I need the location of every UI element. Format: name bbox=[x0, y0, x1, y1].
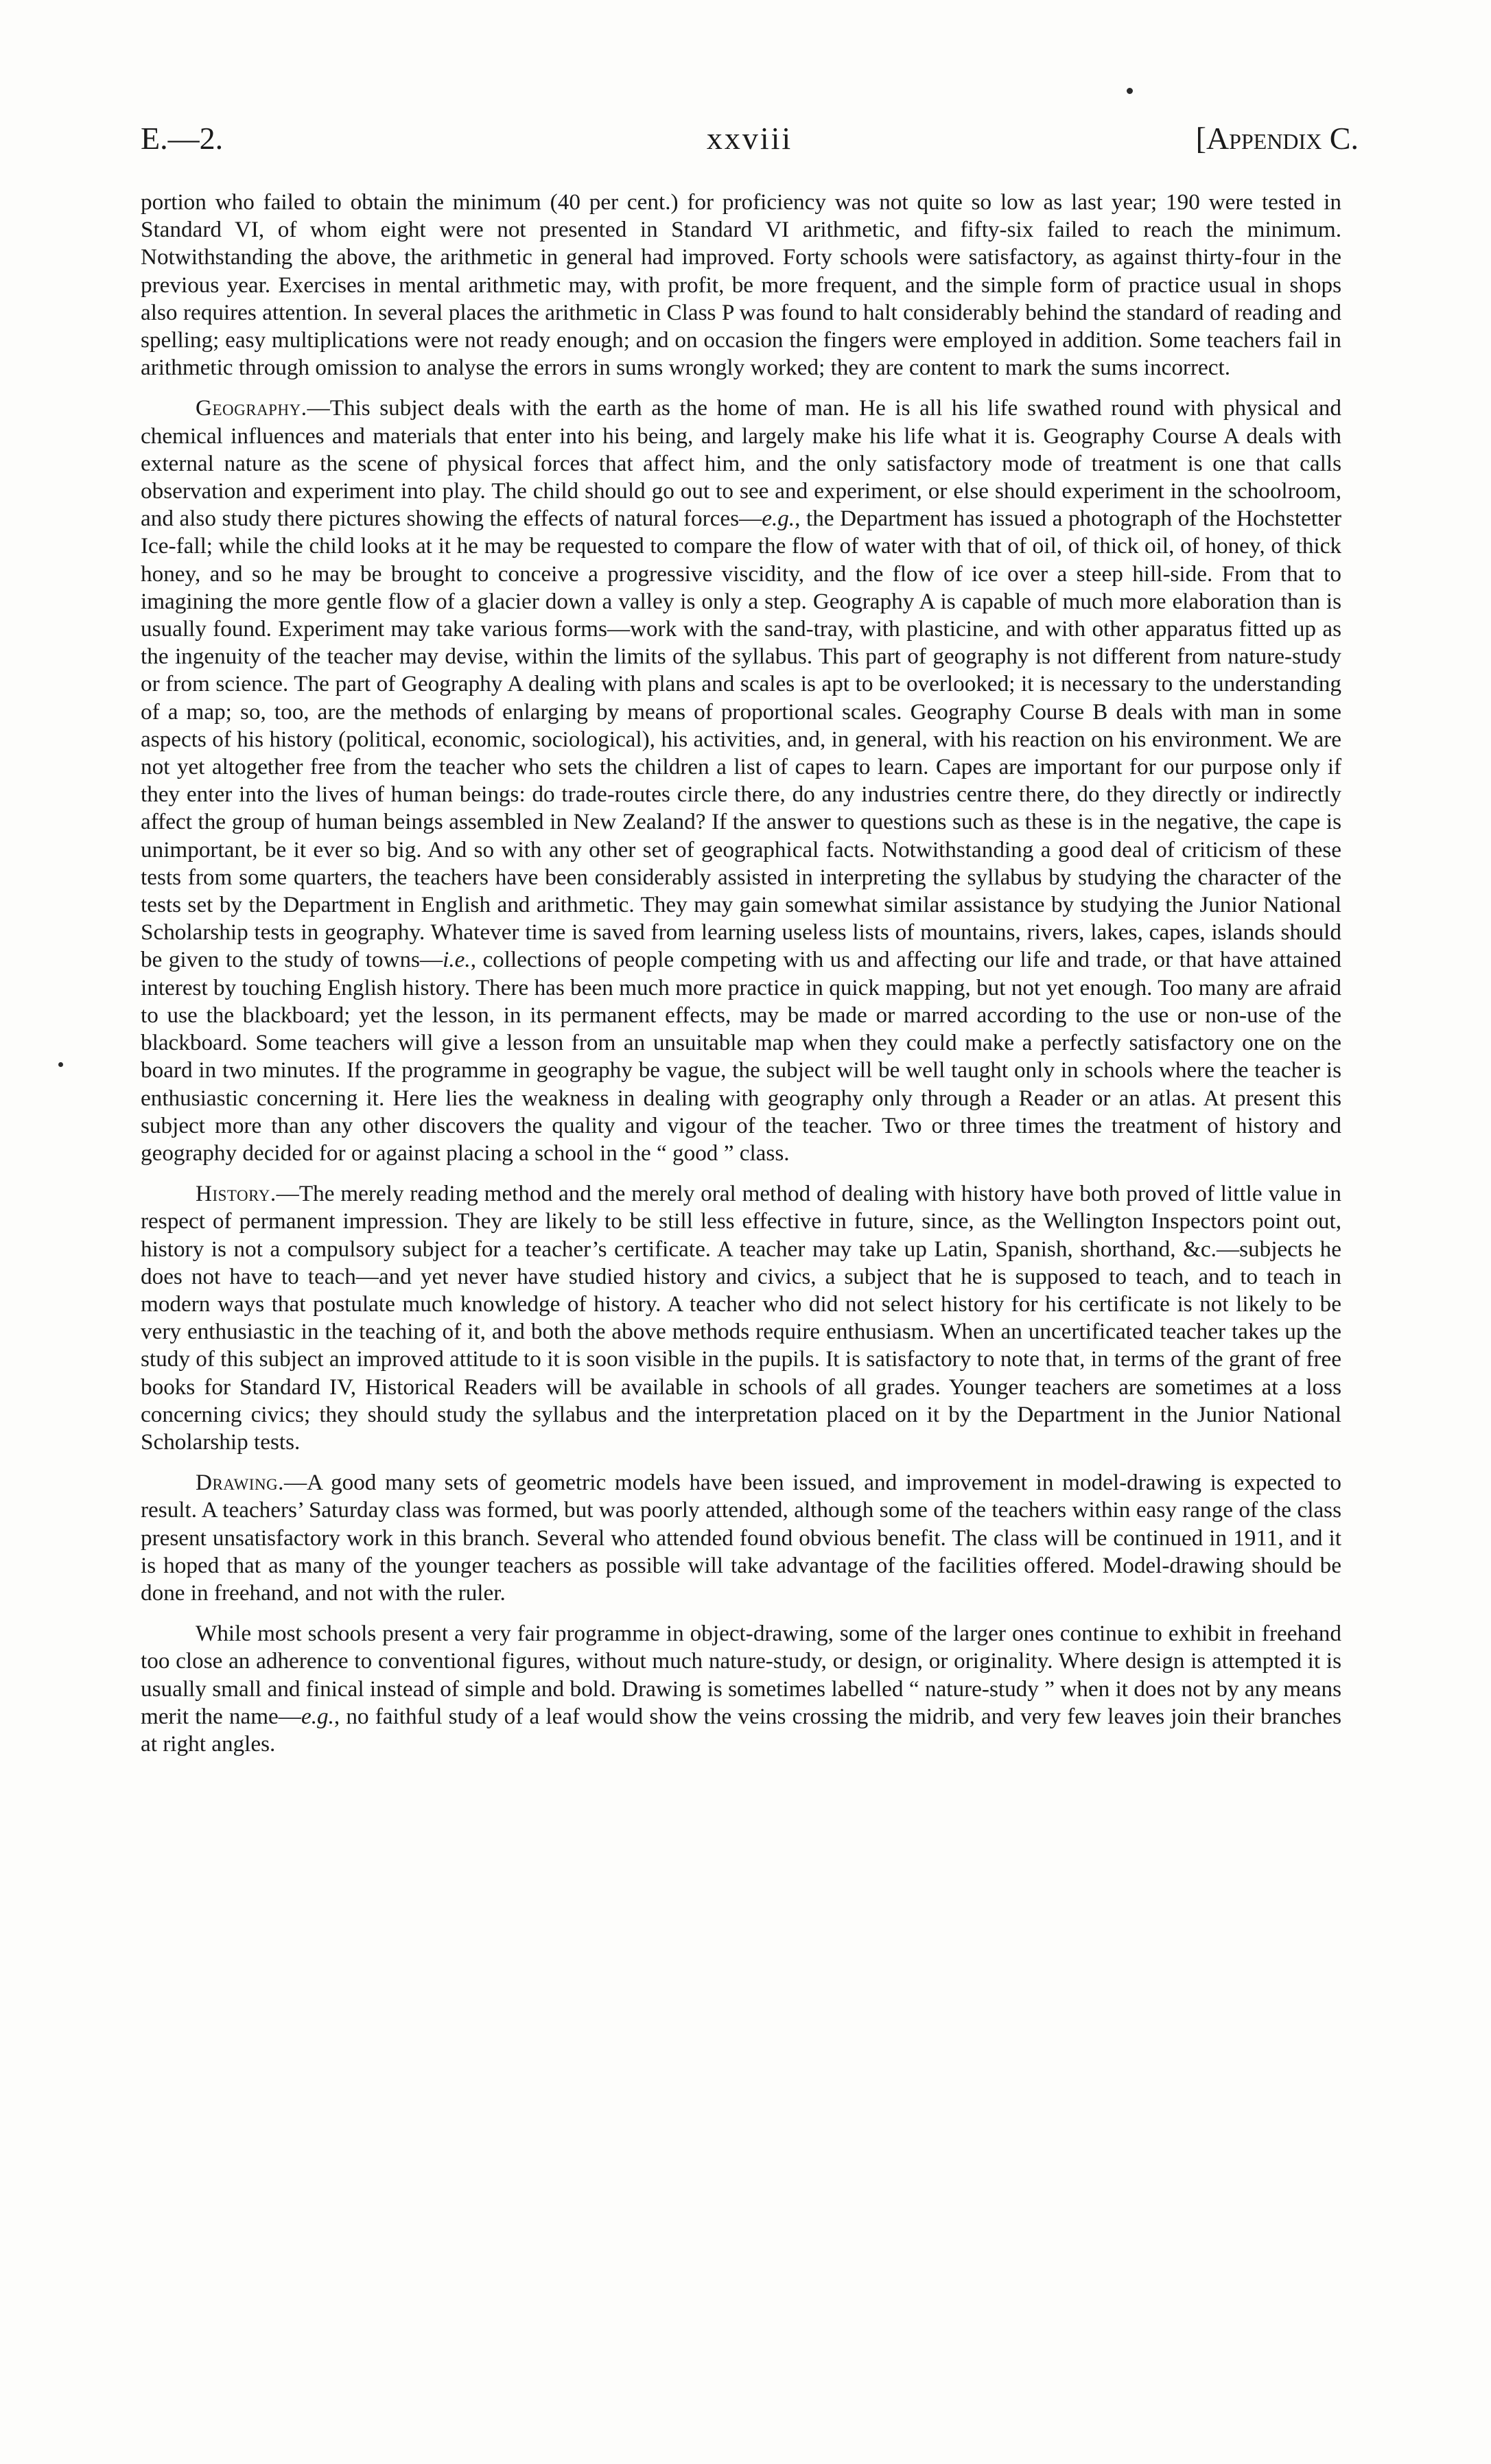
paragraph-history bbox=[141, 1180, 1341, 1456]
report-code: E.—2. bbox=[141, 121, 224, 156]
paragraph-text: —A good many sets of geometric models have been issued, and improvement in model-drawing is expected to result. A teachers’ Saturday class was formed, but was poorly attended, although some of the teachers within easy range of the class present unsatisfactory work in this branch. Several who attended found obvious benefit. The class will be continued in 1911, and it is hoped that as many of the younger teachers as possible will take advantage of the facilities offered. Model-drawing should be done in freehand, and not with the ruler. bbox=[141, 1470, 1341, 1606]
paragraph-text: portion who failed to obtain the minimum (40 per cent.) for proficiency was not quite so low as last year; 190 were tested in Standard VI, of whom eight were not presented in Standard VI arithmetic, and fifty-six failed to reach the minimum. Notwithstanding the above, the arithmetic in general had improved. Forty schools were satisfactory, as against thirty-four in the previous year. Exercises in mental arithmetic may, with profit, be more frequent, and the simple form of practice usual in shops also requires attention. In several places the arithmetic in Class P was found to halt considerably behind the standard of reading and spelling; easy multiplications were not ready enough; and on occasion the fingers were employed in addition. Some teachers fail in arithmetic through omission to analyse the errors in sums wrongly worked; they are content to mark the sums incorrect. bbox=[141, 189, 1341, 381]
section-lead-history: History. bbox=[196, 1181, 277, 1207]
paragraph-text: , the Department has issued a photograph of the Hochstetter Ice-fall; while the child looks at it he may be requested to compare the flow of water with that of oil, of thick oil, of honey, of thick honey, and so he may be brought to conceive a progressive viscidity, and the flow of ice over a steep hill-side. From that to imagining the more gentle flow of a glacier down a valley is only a step. Geography A is capable of much more elaboration than is usually found. Experiment may take various forms—work with the sand-tray, with plasticine, and with other apparatus fitted up as the ingenuity of the teacher may devise, within the limits of the syllabus. This part of geography is not different from nature-study or from science. The part of Geography A dealing with plans and scales is apt to be overlooked; it is necessary to the understanding of a map; so, too, are the methods of enlarging by means of proportional scales. Geography Course B deals with man in some aspects of his history (political, economic, sociological), his activities, and, in general, with his reaction on his environment. We are not yet altogether free from the teacher who sets the children a list of capes to learn. Capes are important for our purpose only if they enter into the lives of human beings: do trade-routes circle there, do any industries centre there, do they directly or indirectly affect the group of human beings assembled in New Zealand? If the answer to questions such as these is in the negative, the cape is unimportant, be it ever so big. And so with any other set of geographical facts. Notwithstanding a good deal of criticism of these tests from some quarters, the teachers have been considerably assisted in interpreting the syllabus by studying the character of the tests set by the Department in English and arithmetic. They may gain somewhat similar assistance by studying the Junior National Scholarship tests in geography. Whatever time is saved from learning useless lists of mountains, rivers, lakes, capes, islands should be given to the study of towns— bbox=[141, 506, 1341, 973]
paragraph-geography bbox=[141, 395, 1341, 1167]
paragraph-text: —This subject deals with the earth as the home of man. He is all his life swathed round with physical and chemical influences and materials that enter into his being, and largely make his life what it is. Geography Course A deals with external nature as the scene of physical forces that affect him, and the only satisfactory mode of treatment is one that calls observation and experiment into play. The child should go out to see and experiment, or else should experiment in the schoolroom, and also study there pictures showing the effects of natural forces— bbox=[141, 395, 1341, 532]
italic-abbreviation: i.e. bbox=[443, 947, 471, 973]
paragraph-drawing bbox=[141, 1469, 1341, 1607]
paragraph-text: , no faithful study of a leaf would show the veins crossing the midrib, and very few leaves join their branches at right angles. bbox=[141, 1703, 1341, 1757]
ink-speck bbox=[1127, 88, 1133, 94]
italic-abbreviation: e.g. bbox=[301, 1703, 334, 1729]
section-lead-drawing: Drawing. bbox=[196, 1470, 284, 1496]
page-header bbox=[141, 120, 1359, 168]
paragraph-text: , collections of people competing with us and affecting our life and trade, or that have attained interest by touching English history. There has been much more practice in quick mapping, but not yet enough. Too many are afraid to use the blackboard; yet the lesson, in its permanent effects, may be made or marred according to the use or non-use of the blackboard. Some teachers will give a lesson from an unsuitable map when they could make a perfectly satisfactory one on the board in two minutes. If the programme in geography be vague, the subject will be well taught only in schools where the teacher is enthusiastic concerning it. Here lies the weakness in dealing with geography only through a Reader or an atlas. At present this subject more than any other discovers the quality and vigour of the teacher. Two or three times the treatment of history and geography decided for or against placing a school in the “ good ” class. bbox=[141, 947, 1341, 1166]
paragraph-arithmetic-continued bbox=[141, 189, 1341, 382]
report-body bbox=[141, 189, 1341, 1771]
paragraph-text: While most schools present a very fair programme in object-drawing, some of the larger ones continue to exhibit in freehand too close an adherence to conventional figures, without much nature-study, or design, or originality. Where design is attempted it is usually small and finical instead of simple and bold. Drawing is sometimes labelled “ nature-study ” when it does not by any means merit the name— bbox=[141, 1621, 1341, 1729]
appendix-label: [Appendix C. bbox=[1195, 121, 1359, 156]
paragraph-object-drawing bbox=[141, 1620, 1341, 1758]
paragraph-text: —The merely reading method and the merely oral method of dealing with history have both proved of little value in respect of permanent impression. They are likely to be still less effective in future, since, as the Wellington Inspectors point out, history is not a compulsory subject for a teacher’s certificate. A teacher may take up Latin, Spanish, shorthand, &c.—subjects he does not have to teach—and yet never have studied history and civics, a subject that he is supposed to teach, and to teach in modern ways that postulate much knowledge of history. A teacher who did not select history for his certificate is not likely to be very enthusiastic in the teaching of it, and both the above methods require enthusiasm. When an uncertificated teacher takes up the study of this subject an improved attitude to it is soon visible in the pupils. It is satisfactory to note that, in terms of the grant of free books for Standard IV, Historical Readers will be available in schools of all grades. Younger teachers are sometimes at a loss concerning civics; they should study the syllabus and the interpretation placed on it by the Department in the Junior National Scholarship tests. bbox=[141, 1181, 1341, 1455]
italic-abbreviation: e.g. bbox=[762, 506, 795, 532]
section-lead-geography: Geography. bbox=[196, 395, 307, 421]
ink-speck bbox=[58, 1062, 63, 1067]
page-number: xxviii bbox=[706, 121, 793, 156]
